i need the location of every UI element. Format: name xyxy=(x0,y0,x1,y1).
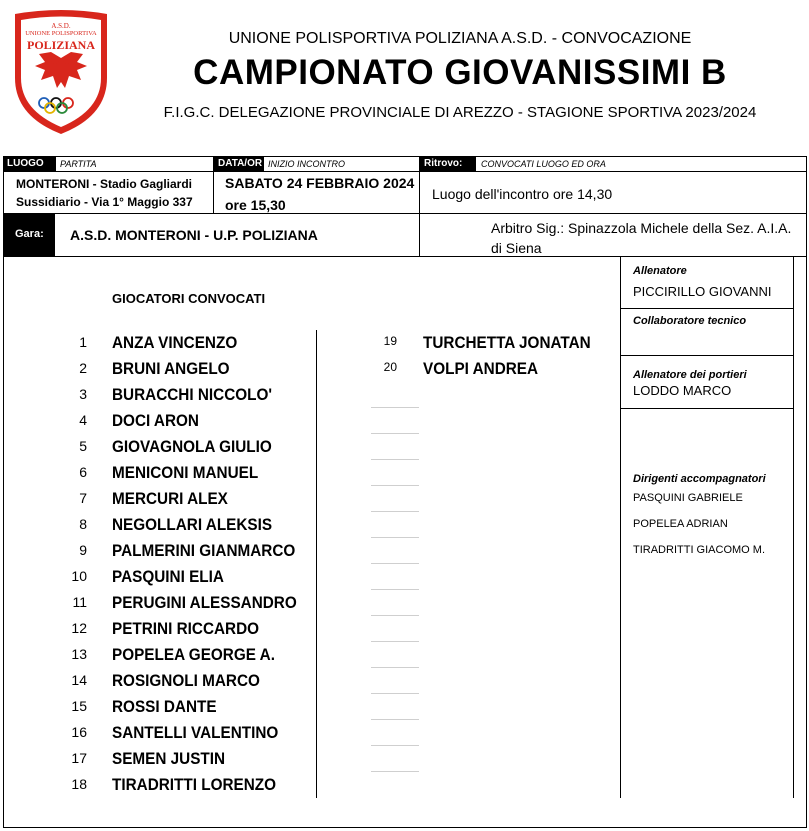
allenatore-value: PICCIRILLO GIOVANNI xyxy=(633,284,772,299)
player-number: 15 xyxy=(71,698,87,714)
divider xyxy=(3,256,807,257)
empty-slot-line xyxy=(371,641,419,642)
portieri-value: LODDO MARCO xyxy=(633,383,732,398)
club-logo xyxy=(11,8,111,136)
player-number: 12 xyxy=(71,620,87,636)
arbitro-line2: di Siena xyxy=(491,240,542,256)
player-number: 9 xyxy=(79,542,87,558)
ritrovo-value: Luogo dell'incontro ore 14,30 xyxy=(432,186,613,202)
player-name: ROSSI DANTE xyxy=(112,697,217,716)
player-number: 16 xyxy=(71,724,87,740)
player-name: BURACCHI NICCOLO' xyxy=(112,385,273,404)
player-name: VOLPI ANDREA xyxy=(423,359,539,378)
gara-label: Gara: xyxy=(15,228,44,240)
empty-slot-line xyxy=(371,459,419,460)
player-name: NEGOLLARI ALEKSIS xyxy=(112,515,273,534)
player-name: BRUNI ANGELO xyxy=(112,359,230,378)
player-number: 20 xyxy=(383,360,397,374)
player-name: TIRADRITTI LORENZO xyxy=(112,775,277,794)
player-number: 10 xyxy=(71,568,87,584)
staff-separator xyxy=(620,355,793,356)
header-organization: UNIONE POLISPORTIVA POLIZIANA A.S.D. - CONVOCAZIONE xyxy=(228,30,692,47)
empty-slot-line xyxy=(371,433,419,434)
staff-separator xyxy=(620,408,793,409)
player-number: 14 xyxy=(71,672,87,688)
logo-top-text: A.S.D. xyxy=(51,22,71,30)
player-number: 19 xyxy=(383,334,397,348)
empty-slot-line xyxy=(371,771,419,772)
logo-sub-text: UNIONE POLISPORTIVA xyxy=(25,30,97,37)
divider xyxy=(3,156,4,828)
luogo-label: LUOGO xyxy=(3,157,56,171)
player-name: MENICONI MANUEL xyxy=(112,463,259,482)
data-label: DATA/OR xyxy=(214,157,264,171)
player-number: 6 xyxy=(79,464,87,480)
players-column-divider xyxy=(316,330,317,798)
empty-slot-line xyxy=(371,563,419,564)
player-number: 11 xyxy=(72,594,87,610)
player-number: 8 xyxy=(79,516,87,532)
gara-value: A.S.D. MONTERONI - U.P. POLIZIANA xyxy=(70,227,318,243)
collaboratore-label: Collaboratore tecnico xyxy=(633,315,747,327)
player-number: 7 xyxy=(79,490,87,506)
page-title: CAMPIONATO GIOVANISSIMI B xyxy=(193,53,727,92)
data-sublabel: INIZIO INCONTRO xyxy=(268,159,345,169)
player-name: GIOVAGNOLA GIULIO xyxy=(112,437,272,456)
player-number: 13 xyxy=(71,646,87,662)
header-federation: F.I.G.C. DELEGAZIONE PROVINCIALE DI AREZZO - STAGIONE SPORTIVA 2023/2024 xyxy=(163,104,757,121)
player-name: POPELEA GEORGE A. xyxy=(112,645,275,664)
dirigente-item: POPELEA ADRIAN xyxy=(633,518,728,530)
arbitro-line1: Arbitro Sig.: Spinazzola Michele della Sez. A.I.A. xyxy=(491,220,792,236)
empty-slot-line xyxy=(371,511,419,512)
player-name: ROSIGNOLI MARCO xyxy=(112,671,260,690)
empty-slot-line xyxy=(371,719,419,720)
allenatore-label: Allenatore xyxy=(633,265,687,277)
player-name: PALMERINI GIANMARCO xyxy=(112,541,296,560)
staff-separator xyxy=(620,308,793,309)
player-number: 4 xyxy=(79,412,87,428)
portieri-label: Allenatore dei portieri xyxy=(633,369,747,381)
player-number: 18 xyxy=(71,776,87,792)
empty-slot-line xyxy=(371,537,419,538)
empty-slot-line xyxy=(371,745,419,746)
divider xyxy=(419,156,420,256)
empty-slot-line xyxy=(371,485,419,486)
player-number: 17 xyxy=(71,750,87,766)
player-number: 5 xyxy=(79,438,87,454)
staff-border xyxy=(793,256,794,798)
divider xyxy=(54,213,55,256)
empty-slot-line xyxy=(371,667,419,668)
player-name: PERUGINI ALESSANDRO xyxy=(112,593,297,612)
staff-divider xyxy=(620,256,621,798)
empty-slot-line xyxy=(371,407,419,408)
divider xyxy=(806,156,807,828)
dirigente-item: PASQUINI GABRIELE xyxy=(633,492,743,504)
dirigenti-label: Dirigenti accompagnatori xyxy=(633,473,766,485)
ritrovo-label: Ritrovo: xyxy=(420,157,476,171)
empty-slot-line xyxy=(371,693,419,694)
luogo-line1: MONTERONI - Stadio Gagliardi xyxy=(16,177,193,191)
divider xyxy=(3,213,807,214)
empty-slot-line xyxy=(371,589,419,590)
ritrovo-sublabel: CONVOCATI LUOGO ED ORA xyxy=(481,159,606,169)
player-number: 1 xyxy=(79,334,87,350)
luogo-sublabel: PARTITA xyxy=(60,159,97,169)
player-name: MERCURI ALEX xyxy=(112,489,228,508)
data-line2: ore 15,30 xyxy=(225,197,286,213)
player-name: PASQUINI ELIA xyxy=(112,567,224,586)
player-number: 3 xyxy=(79,386,87,402)
dirigente-item: TIRADRITTI GIACOMO M. xyxy=(633,544,765,556)
player-name: TURCHETTA JONATAN xyxy=(423,333,591,352)
divider xyxy=(3,156,807,157)
logo-name: POLIZIANA xyxy=(26,38,95,52)
players-heading: GIOCATORI CONVOCATI xyxy=(112,291,266,306)
luogo-line2: Sussidiario - Via 1° Maggio 337 xyxy=(16,195,193,209)
divider xyxy=(3,171,807,172)
player-name: SEMEN JUSTIN xyxy=(112,749,226,768)
player-name: SANTELLI VALENTINO xyxy=(112,723,279,742)
player-number: 2 xyxy=(79,360,87,376)
player-name: PETRINI RICCARDO xyxy=(112,619,260,638)
divider xyxy=(3,827,807,828)
data-line1: SABATO 24 FEBBRAIO 2024 xyxy=(225,175,415,191)
empty-slot-line xyxy=(371,615,419,616)
player-name: ANZA VINCENZO xyxy=(112,333,238,352)
player-name: DOCI ARON xyxy=(112,411,199,430)
